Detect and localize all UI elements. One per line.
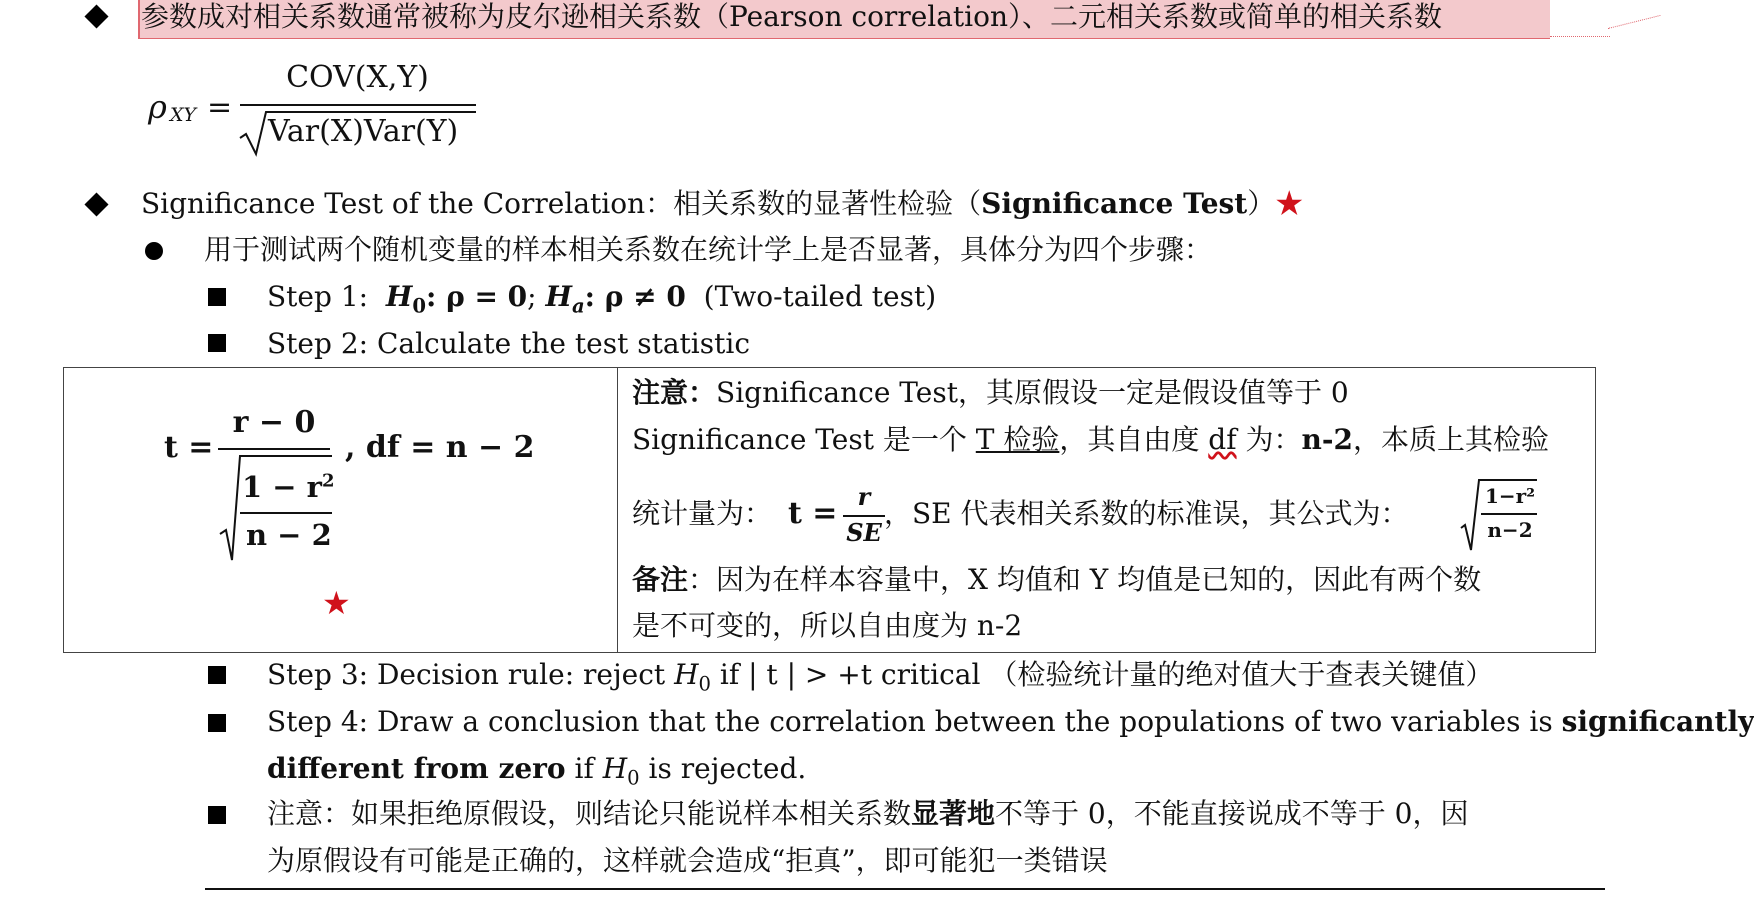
h0-subscript: 0 <box>412 294 426 318</box>
ha-subscript: a <box>571 294 585 318</box>
square-bullet-icon <box>208 806 226 824</box>
rho-subscript: XY <box>170 104 197 126</box>
last-note-c: 不等于 0，不能直接说成不等于 0，因 <box>995 797 1469 830</box>
t-inner-numerator-text: 1 − r <box>242 470 322 504</box>
step4-line-2 <box>267 752 806 796</box>
section-title-end: ） <box>1247 187 1276 220</box>
note-fraction-bar <box>843 515 885 517</box>
ha-statement: : ρ ≠ 0 <box>584 280 686 313</box>
step1-note: (Two-tailed test) <box>703 280 937 313</box>
section-title <box>141 187 1303 221</box>
t-test-underlined: T 检验 <box>975 423 1060 456</box>
note-line-1 <box>632 376 1349 410</box>
note-line-2-a: Significance Test 是一个 <box>632 423 976 456</box>
note-line-4-text: ：因为在样本容量中，X 均值和 Y 均值是已知的，因此有两个数 <box>688 563 1482 596</box>
t-fraction-bar <box>218 448 330 450</box>
comment-connector <box>1550 36 1610 37</box>
step3-a: Step 3: Decision rule: reject <box>267 658 675 691</box>
step1 <box>267 280 936 324</box>
header-text: 参数成对相关系数通常被称为皮尔逊相关系数（Pearson correlation）、二元相关系数或简单的相关系数 <box>141 0 1443 33</box>
last-note-line-1 <box>267 797 1468 831</box>
star-icon: ★ <box>322 584 351 622</box>
last-note-a: 注意：如果拒绝原假设，则结论只能说样本相关系数 <box>267 797 912 830</box>
diamond-bullet-icon <box>84 4 108 28</box>
h0-subscript: 0 <box>698 672 711 696</box>
star-icon: ★ <box>1275 187 1304 220</box>
rho-fraction-bar <box>240 104 476 106</box>
note-line-2 <box>632 423 1549 457</box>
t-inner-fraction-bar <box>240 512 332 514</box>
note-t-equals: t = <box>788 496 838 531</box>
rho-equals: = <box>207 90 233 125</box>
note-line-4 <box>632 563 1481 597</box>
square-bullet-icon <box>208 334 226 352</box>
note-line-2-c: ，其自由度 <box>1059 423 1209 456</box>
last-note-bold: 显著地 <box>911 797 996 830</box>
bullet-steps-intro: 用于测试两个随机变量的样本相关系数在统计学上是否显著，具体分为四个步骤： <box>204 233 1213 266</box>
step3-b: if | t | > +t critical （检验统计量的绝对值大于查表关键值） <box>710 658 1494 691</box>
rho-symbol: ρ <box>148 88 167 126</box>
h0-symbol: H <box>674 658 699 691</box>
square-bullet-icon <box>208 714 226 732</box>
last-note-line-2: 为原假设有可能是正确的，这样就会造成“拒真”，即可能犯一类错误 <box>267 844 1108 877</box>
section-title-bold: Significance Test <box>981 187 1248 220</box>
remark-label: 备注 <box>632 563 689 596</box>
square-bullet-icon <box>208 666 226 684</box>
step4-line-1 <box>267 705 1754 739</box>
t-inner-sup: 2 <box>321 470 335 492</box>
t-equals: t = <box>164 430 214 465</box>
step4-significantly: significantly <box>1561 705 1754 738</box>
note-line-2-e: 为： <box>1236 423 1302 456</box>
se-numerator: 1−r² <box>1485 484 1535 508</box>
df-wavy: df <box>1208 423 1237 456</box>
step2: Step 2: Calculate the test statistic <box>267 327 751 360</box>
n-minus-2-bold: n-2 <box>1301 423 1353 456</box>
se-denominator: n−2 <box>1487 518 1533 542</box>
h0-statement: : ρ = 0 <box>426 280 528 313</box>
section-title-zh: 相关系数的显著性检验（ <box>673 187 982 220</box>
t-inner-denominator: n − 2 <box>246 518 332 552</box>
se-fraction-bar <box>1481 513 1537 515</box>
step4-e: is rejected. <box>639 752 807 785</box>
step1-label: Step 1: <box>267 280 369 313</box>
ha-symbol: H <box>545 280 572 313</box>
h0-subscript: 0 <box>627 766 640 790</box>
box-divider <box>617 367 618 653</box>
square-bullet-icon <box>208 288 226 306</box>
note-line-3: 统计量为： <box>632 497 773 530</box>
step1-separator: ; <box>527 280 537 313</box>
round-bullet-icon <box>145 242 163 260</box>
step4-d: if <box>565 752 603 785</box>
note-line-5: 是不可变的，所以自由度为 n-2 <box>632 609 1023 642</box>
comment-connector-diagonal <box>1608 15 1661 29</box>
rho-denominator: Var(X)Var(Y) <box>268 114 459 149</box>
h0-symbol: H <box>602 752 628 785</box>
note-line-3-b: ，SE 代表相关系数的标准误，其公式为： <box>884 497 1409 530</box>
note-label: 注意： <box>632 376 717 409</box>
rho-numerator: COV(X,Y) <box>286 60 429 95</box>
note-line-2-g: ，本质上其检验 <box>1352 423 1549 456</box>
diamond-bullet-icon <box>84 192 108 216</box>
t-numerator: r − 0 <box>232 405 316 440</box>
step4-different-from-zero: different from zero <box>267 752 566 785</box>
df-formula: , df = n − 2 <box>345 430 535 465</box>
h0-symbol: H <box>385 280 413 313</box>
bottom-rule <box>205 888 1605 890</box>
step3 <box>267 658 1493 702</box>
note-se: SE <box>846 518 882 547</box>
section-title-en: Significance Test of the Correlation： <box>141 187 674 220</box>
note-r: r <box>857 482 871 511</box>
note-line-1-text: Significance Test，其原假设一定是假设值等于 0 <box>716 376 1349 409</box>
t-inner-numerator <box>242 470 334 504</box>
step4-a: Step 4: Draw a conclusion that the correlation between the populations of two variables is <box>267 705 1562 738</box>
